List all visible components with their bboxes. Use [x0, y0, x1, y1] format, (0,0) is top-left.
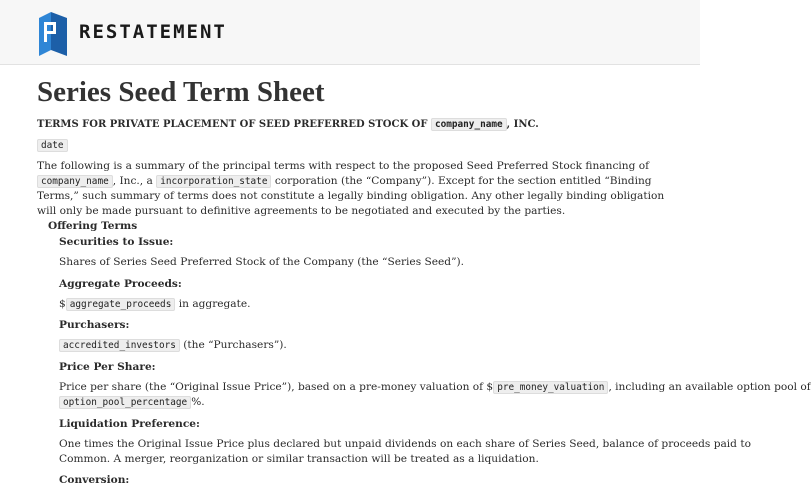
text-price-per-share-line1: Price per share (the “Original Issue Price”), based on a pre-money valuation of $ pre_money_valuation , including an available option pool of [59, 381, 811, 393]
heading-price-per-share: Price Per Share: [59, 361, 156, 373]
heading-securities: Securities to Issue: [59, 236, 174, 248]
company-name-variable[interactable]: company_name [37, 175, 113, 188]
intro-paragraph: The following is a summary of the principal terms with respect to the proposed Seed Preferred Stock financing of company_name , Inc., a incorporation_state corporation (the “Company”). Except for the section entitled “Binding Terms,” such summary of terms does not constitute a legally binding obligation. Any other legally binding obligation will only be made pursuant to definitive agreements to be negotiated and executed by the parties. [37, 160, 665, 217]
document-subtitle: TERMS FOR PRIVATE PLACEMENT OF SEED PREFERRED STOCK OF company_name , INC. [37, 119, 539, 130]
app-header [0, 0, 700, 65]
text-purchasers: accredited_investors (the “Purchasers”). [59, 338, 287, 353]
incorporation-state-variable[interactable]: incorporation_state [156, 175, 271, 188]
page-title: Series Seed Term Sheet [37, 76, 325, 108]
heading-purchasers: Purchasers: [59, 319, 130, 331]
text-price-per-share-line2: option_pool_percentage %. [59, 395, 205, 410]
date-variable[interactable]: date [37, 139, 68, 152]
heading-liquidation-preference: Liquidation Preference: [59, 418, 200, 430]
text-aggregate-proceeds: $ aggregate_proceeds in aggregate. [59, 298, 251, 310]
aggregate-proceeds-variable[interactable]: aggregate_proceeds [66, 298, 176, 311]
option-pool-percentage-variable[interactable]: option_pool_percentage [59, 396, 191, 409]
heading-conversion: Conversion: [59, 474, 130, 486]
heading-aggregate-proceeds: Aggregate Proceeds: [59, 278, 182, 290]
date-line [37, 138, 68, 153]
section-heading-offering-terms: Offering Terms [48, 220, 138, 232]
pre-money-valuation-variable[interactable]: pre_money_valuation [493, 381, 608, 394]
company-name-variable[interactable]: company_name [431, 118, 507, 131]
text-securities: Shares of Series Seed Preferred Stock of the Company (the “Series Seed”). [59, 256, 465, 268]
text-liquidation-line1: One times the Original Issue Price plus declared but unpaid dividends on each share of Series Seed, balance of proceeds paid to [59, 438, 751, 450]
brand-name[interactable]: RESTATEMENT [79, 21, 227, 43]
restatement-logo-icon[interactable] [39, 12, 67, 56]
accredited-investors-variable[interactable]: accredited_investors [59, 339, 180, 352]
text-liquidation-line2: Common. A merger, reorganization or similar transaction will be treated as a liquidation. [59, 453, 539, 465]
